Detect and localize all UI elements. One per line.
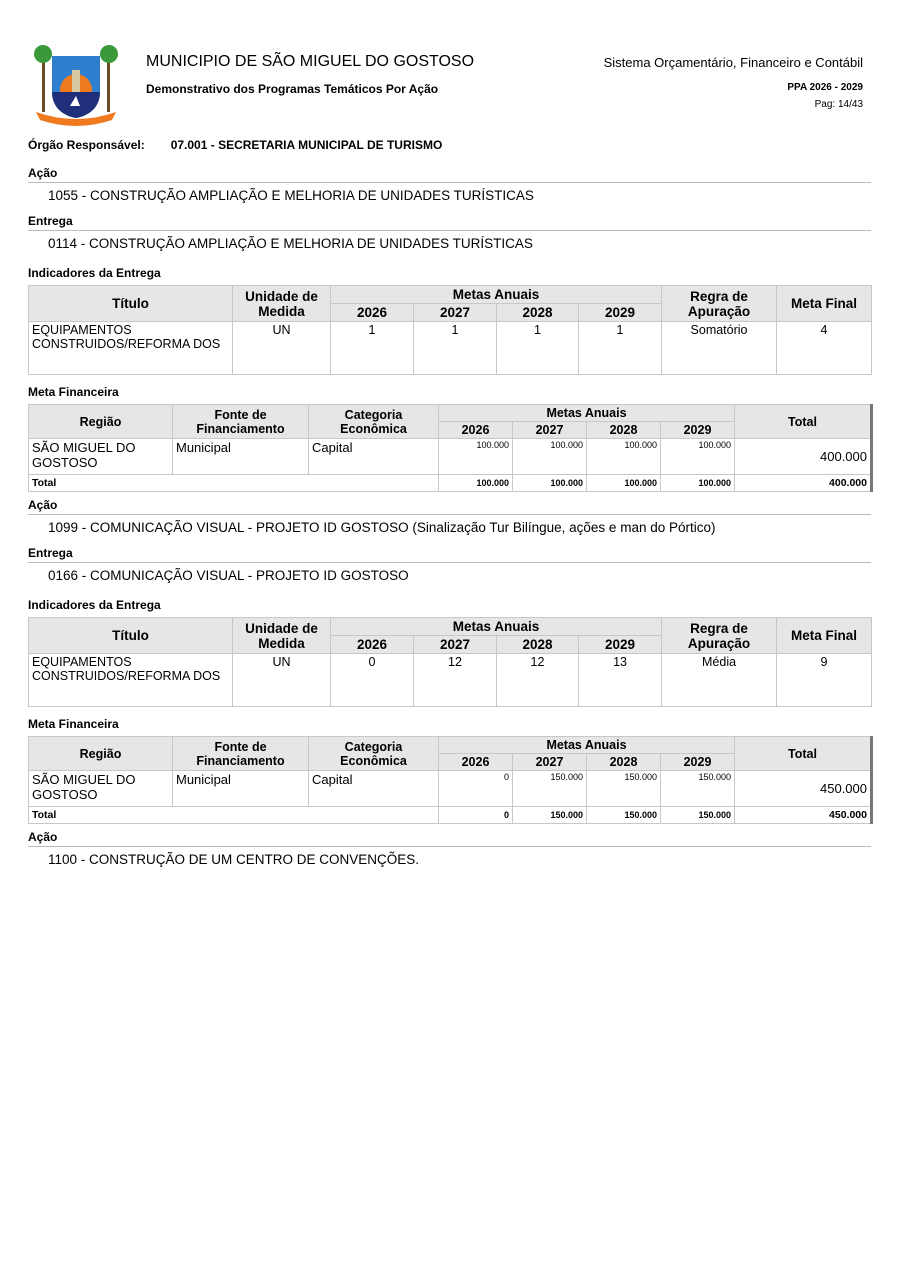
regiao-cell: SÃO MIGUEL DO GOSTOSO xyxy=(29,771,173,807)
header-year: 2029 xyxy=(579,636,662,654)
header-row xyxy=(29,737,872,754)
year-total: 150.000 xyxy=(661,807,735,824)
fonte-cell: Municipal xyxy=(173,439,309,475)
acao-text: 1100 - CONSTRUÇÃO DE UM CENTRO DE CONVENÇÕES. xyxy=(48,852,420,867)
meta-financeira-table xyxy=(28,404,873,492)
year-total: 150.000 xyxy=(513,807,587,824)
year-value: 100.000 xyxy=(587,439,661,475)
header-year: 2029 xyxy=(661,754,735,771)
header-year: 2027 xyxy=(414,304,497,322)
header-titulo: Título xyxy=(29,618,233,654)
header-year: 2028 xyxy=(497,304,579,322)
indicador-year-value: 13 xyxy=(579,654,662,707)
header-year: 2027 xyxy=(513,422,587,439)
header-unidade: Unidade de Medida xyxy=(233,618,331,654)
header-categoria: Categoria Econômica xyxy=(309,737,439,771)
indicador-year-value: 0 xyxy=(331,654,414,707)
header-year: 2028 xyxy=(587,422,661,439)
header-regra: Regra de Apuração xyxy=(662,618,777,654)
indicador-regra: Somatório xyxy=(662,322,777,375)
header-meta-final: Meta Final xyxy=(777,286,872,322)
header-year: 2026 xyxy=(331,304,414,322)
header-year: 2029 xyxy=(661,422,735,439)
indicadores-label: Indicadores da Entrega xyxy=(28,266,161,280)
year-total: 100.000 xyxy=(513,475,587,492)
year-total: 100.000 xyxy=(439,475,513,492)
year-value: 150.000 xyxy=(513,771,587,807)
year-total: 100.000 xyxy=(587,475,661,492)
indicador-year-value: 12 xyxy=(497,654,579,707)
indicadores-table xyxy=(28,285,872,375)
header-meta-final: Meta Final xyxy=(777,618,872,654)
header-total: Total xyxy=(735,405,872,439)
indicador-meta-final: 9 xyxy=(777,654,872,707)
acao-label: Ação xyxy=(28,830,871,847)
entrega-text: 0166 - COMUNICAÇÃO VISUAL - PROJETO ID GOSTOSO xyxy=(48,568,409,583)
indicadores-label: Indicadores da Entrega xyxy=(28,598,161,612)
indicador-meta-final: 4 xyxy=(777,322,872,375)
indicador-year-value: 12 xyxy=(414,654,497,707)
year-total: 100.000 xyxy=(661,475,735,492)
header-fonte: Fonte de Financiamento xyxy=(173,405,309,439)
system-name: Sistema Orçamentário, Financeiro e Contábil xyxy=(603,55,863,70)
acao-label: Ação xyxy=(28,498,871,515)
total-row xyxy=(29,475,872,492)
fonte-cell: Municipal xyxy=(173,771,309,807)
header-year: 2026 xyxy=(439,754,513,771)
entrega-label: Entrega xyxy=(28,546,871,563)
report-title: Demonstrativo dos Programas Temáticos Por Ação xyxy=(146,82,439,96)
orgao-value: 07.001 - SECRETARIA MUNICIPAL DE TURISMO xyxy=(170,138,443,152)
year-value: 100.000 xyxy=(439,439,513,475)
grand-total: 400.000 xyxy=(735,475,872,492)
indicador-year-value: 1 xyxy=(497,322,579,375)
total-row xyxy=(29,807,872,824)
header-metas-anuais: Metas Anuais xyxy=(439,405,735,422)
indicador-year-value: 1 xyxy=(414,322,497,375)
header-metas-anuais: Metas Anuais xyxy=(439,737,735,754)
row-total: 450.000 xyxy=(735,771,872,807)
row-total: 400.000 xyxy=(735,439,872,475)
table-row xyxy=(29,771,872,807)
header-year: 2027 xyxy=(414,636,497,654)
header-metas-anuais: Metas Anuais xyxy=(331,286,662,304)
indicador-titulo: EQUIPAMENTOS CONSTRUIDOS/REFORMA DOS xyxy=(29,322,233,375)
municipality-name: MUNICIPIO DE SÃO MIGUEL DO GOSTOSO xyxy=(146,53,475,70)
header-titulo: Título xyxy=(29,286,233,322)
header-row xyxy=(29,286,872,304)
header-regiao: Região xyxy=(29,405,173,439)
orgao-label: Órgão Responsável: xyxy=(28,138,145,152)
meta-financeira-label: Meta Financeira xyxy=(28,385,119,399)
year-value: 100.000 xyxy=(513,439,587,475)
total-label: Total xyxy=(29,807,439,824)
orgao-responsavel xyxy=(28,138,442,152)
ppa-period: PPA 2026 - 2029 xyxy=(787,82,863,93)
header-year: 2026 xyxy=(331,636,414,654)
indicador-unidade: UN xyxy=(233,322,331,375)
header-unidade: Unidade de Medida xyxy=(233,286,331,322)
grand-total: 450.000 xyxy=(735,807,872,824)
total-label: Total xyxy=(29,475,439,492)
header-regra: Regra de Apuração xyxy=(662,286,777,322)
header-metas-anuais: Metas Anuais xyxy=(331,618,662,636)
indicador-titulo: EQUIPAMENTOS CONSTRUIDOS/REFORMA DOS xyxy=(29,654,233,707)
header-year: 2028 xyxy=(497,636,579,654)
acao-text: 1055 - CONSTRUÇÃO AMPLIAÇÃO E MELHORIA DE UNIDADES TURÍSTICAS xyxy=(48,188,534,203)
table-row xyxy=(29,439,872,475)
header-row xyxy=(29,405,872,422)
header-regiao: Região xyxy=(29,737,173,771)
header-year: 2026 xyxy=(439,422,513,439)
indicador-unidade: UN xyxy=(233,654,331,707)
header-year: 2027 xyxy=(513,754,587,771)
table-row xyxy=(29,322,872,375)
indicadores-table xyxy=(28,617,872,707)
categoria-cell: Capital xyxy=(309,439,439,475)
table-row xyxy=(29,654,872,707)
year-value: 150.000 xyxy=(661,771,735,807)
acao-text: 1099 - COMUNICAÇÃO VISUAL - PROJETO ID GOSTOSO (Sinalização Tur Bilíngue, ações e man do Pórtico) xyxy=(48,520,716,535)
indicador-regra: Média xyxy=(662,654,777,707)
header-year: 2029 xyxy=(579,304,662,322)
categoria-cell: Capital xyxy=(309,771,439,807)
meta-financeira-table xyxy=(28,736,873,824)
header-categoria: Categoria Econômica xyxy=(309,405,439,439)
report-content xyxy=(28,160,871,872)
regiao-cell: SÃO MIGUEL DO GOSTOSO xyxy=(29,439,173,475)
header-year: 2028 xyxy=(587,754,661,771)
page-number: Pag: 14/43 xyxy=(814,99,863,110)
entrega-text: 0114 - CONSTRUÇÃO AMPLIAÇÃO E MELHORIA DE UNIDADES TURÍSTICAS xyxy=(48,236,533,251)
year-value: 100.000 xyxy=(661,439,735,475)
year-value: 150.000 xyxy=(587,771,661,807)
indicador-year-value: 1 xyxy=(579,322,662,375)
header-total: Total xyxy=(735,737,872,771)
entrega-label: Entrega xyxy=(28,214,871,231)
municipal-coat-of-arms-logo xyxy=(30,42,122,130)
header-row xyxy=(29,618,872,636)
indicador-year-value: 1 xyxy=(331,322,414,375)
header-fonte: Fonte de Financiamento xyxy=(173,737,309,771)
acao-label: Ação xyxy=(28,166,871,183)
year-value: 0 xyxy=(439,771,513,807)
year-total: 150.000 xyxy=(587,807,661,824)
year-total: 0 xyxy=(439,807,513,824)
meta-financeira-label: Meta Financeira xyxy=(28,717,119,731)
